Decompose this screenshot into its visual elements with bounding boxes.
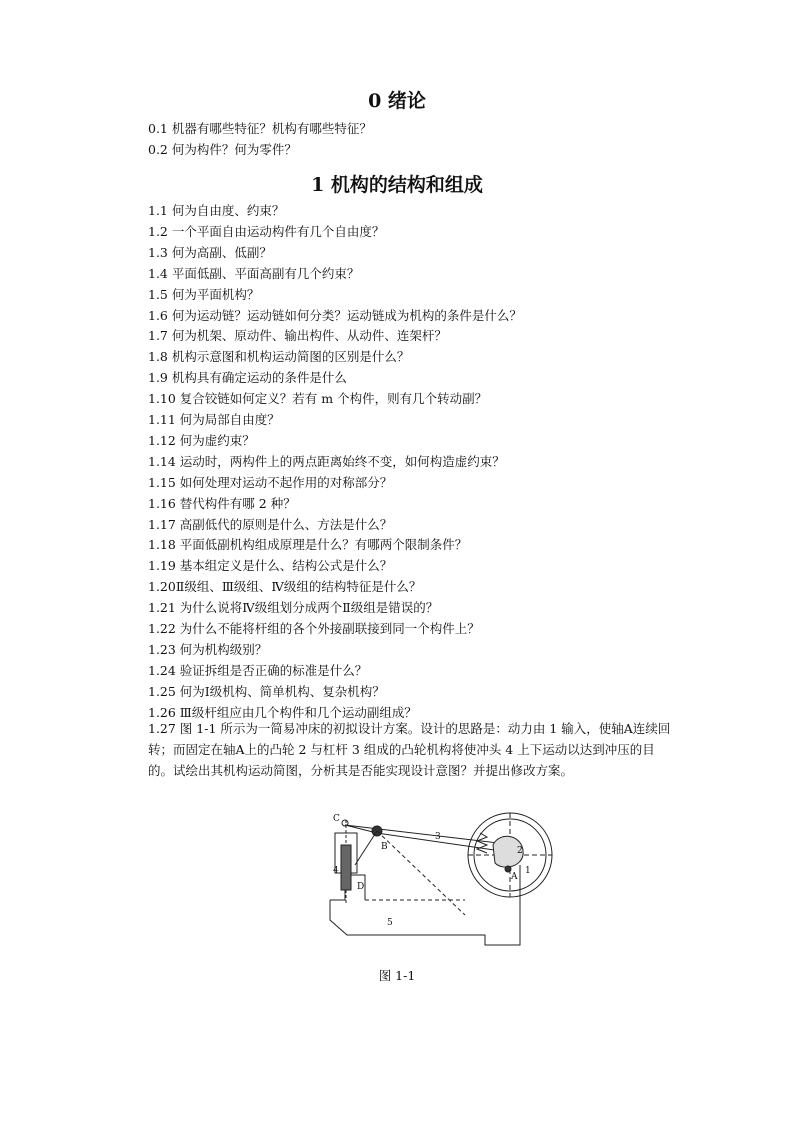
question-item: 1.25 何为Ⅰ级机构、简单机构、复杂机构？ xyxy=(148,683,385,699)
question-item: 1.12 何为虚约束？ xyxy=(148,432,255,448)
question-item: 1.1 何为自由度、约束？ xyxy=(148,203,285,218)
label-5: 5 xyxy=(387,918,393,928)
question-item: 1.22 为什么不能将杆组的各个外接副联接到同一个构件上？ xyxy=(148,621,480,636)
label-4: 4 xyxy=(333,866,339,876)
paragraph-text: 1.27 图 1-1 所示为一简易冲床的初拟设计方案。设计的思路是：动力由 1 输入，使轴A连续回转；而固定在轴A上的凸轮 2 与杠杆 3 组成的凸轮机构将使冲头 4 上下运动以达到冲压的目的。试绘出其机构运动简图，分析其是否能实现设计意图？并提出修改方案。 xyxy=(148,721,671,778)
question-item: 1.9 机构具有确定运动的条件是什么 xyxy=(148,370,347,386)
question-item: 1.16 替代构件有哪 2 种？ xyxy=(148,495,296,511)
question-item: 1.7 何为机架、原动件、输出构件、从动件、连架杆？ xyxy=(148,328,447,344)
question-item: 1.4 平面低副、平面高副有几个约束？ xyxy=(148,265,360,281)
label-D: D xyxy=(357,882,365,892)
label-3: 3 xyxy=(435,832,441,842)
label-2: 2 xyxy=(517,846,523,856)
question-item: 1.5 何为平面机构？ xyxy=(148,286,260,302)
question-item: 1.15 如何处理对运动不起作用的对称部分？ xyxy=(148,474,393,490)
label-1: 1 xyxy=(525,866,531,876)
section-1-title: 1 机构的结构和组成 xyxy=(311,174,483,196)
punch-press-figure xyxy=(325,805,555,955)
label-B: B xyxy=(381,842,388,852)
question-item: 1.26 Ⅲ级杆组应由几个构件和几个运动副组成？ xyxy=(148,704,417,720)
question-item: 1.18 平面低副机构组成原理是什么？有哪两个限制条件？ xyxy=(148,537,468,553)
label-C: C xyxy=(333,814,340,824)
question-item: 1.8 机构示意图和机构运动简图的区别是什么？ xyxy=(148,349,410,365)
question-0-1: 0.1 机器有哪些特征？机构有哪些特征？ xyxy=(148,121,372,136)
question-item: 1.10 复合铰链如何定义？若有 m 个构件，则有几个转动副？ xyxy=(148,391,488,407)
question-item: 1.23 何为机构级别？ xyxy=(148,641,268,657)
question-item: 1.3 何为高副、低副？ xyxy=(148,244,272,260)
question-item: 1.17 高副低代的原则是什么、方法是什么？ xyxy=(148,516,393,532)
question-item: 1.21 为什么说将Ⅳ级组划分成两个Ⅱ级组是错误的？ xyxy=(148,600,439,616)
question-item: 1.24 验证拆组是否正确的标准是什么？ xyxy=(148,662,368,678)
question-item: 1.6 何为运动链？运动链如何分类？运动链成为机构的条件是什么？ xyxy=(148,307,522,323)
question-1-27-paragraph xyxy=(118,718,678,781)
question-item: 1.14 运动时，两构件上的两点距离始终不变，如何构造虚约束？ xyxy=(148,453,505,469)
question-item: 1.19 基本组定义是什么、结构公式是什么？ xyxy=(148,558,393,574)
section-0-title: 0 绪论 xyxy=(368,90,426,112)
label-A: A xyxy=(511,872,518,882)
question-item: 1.20Ⅱ级组、Ⅲ级组、Ⅳ级组的结构特征是什么？ xyxy=(148,579,422,595)
figure-caption: 图 1-1 xyxy=(378,968,416,983)
question-0-2: 0.2 何为构件？何为零件？ xyxy=(148,142,297,157)
question-item: 1.11 何为局部自由度？ xyxy=(148,412,280,427)
question-item: 1.2 一个平面自由运动构件有几个自由度？ xyxy=(148,223,385,239)
